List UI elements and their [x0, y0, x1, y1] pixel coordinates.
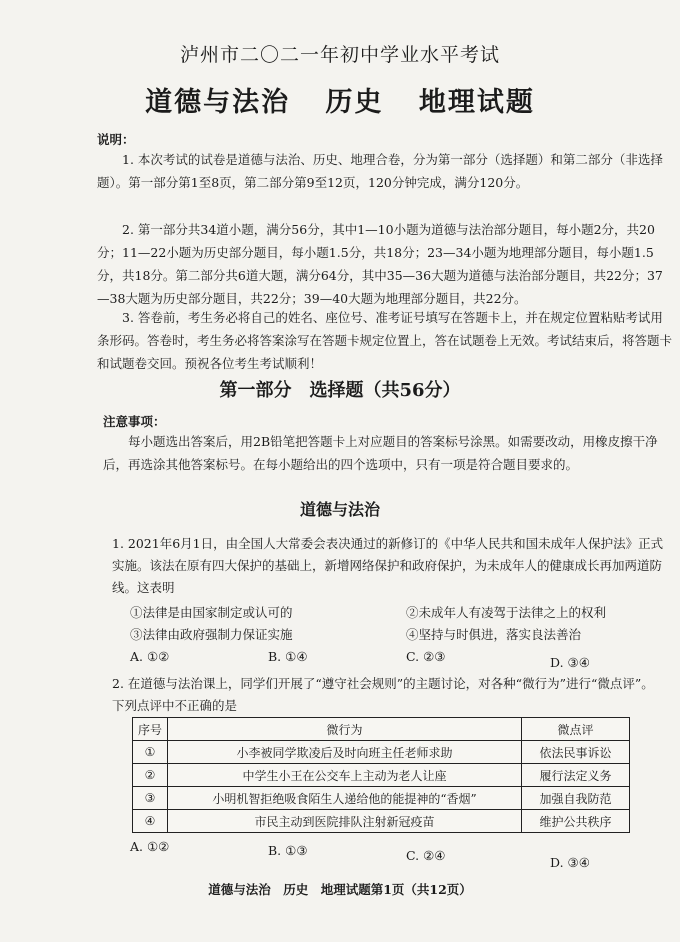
q1-statement: ①法律是由国家制定或认可的: [130, 605, 293, 620]
table-cell: 维护公共秩序: [522, 810, 630, 833]
exam-header: 泸州市二〇二一年初中学业水平考试: [179, 44, 500, 66]
table-cell: ②: [133, 764, 168, 787]
table-cell: 小李被同学欺凌后及时向班主任老师求助: [168, 741, 522, 764]
table-cell: 中学生小王在公交车上主动为老人让座: [168, 764, 522, 787]
table-cell: ①: [133, 741, 168, 764]
evaluation-table: [132, 717, 630, 833]
table-row: [133, 787, 630, 810]
subject-title: 地理试题: [418, 87, 535, 118]
q1-statement: ④坚持与时俱进，落实良法善治: [406, 627, 582, 642]
q2-choice: B. ①③: [268, 843, 308, 858]
notes-label: 注意事项：: [103, 414, 166, 429]
table-row: [133, 741, 630, 764]
table-cell: ④: [133, 810, 168, 833]
exam-title: [0, 80, 680, 119]
q1-choice: B. ①④: [268, 649, 308, 664]
instructions-label: 说明：: [97, 132, 135, 147]
table-cell: 依法民事诉讼: [522, 741, 630, 764]
notes-text: 每小题选出答案后，用2B铅笔把答题卡上对应题目的答案标号涂黑。如需要改动，用橡皮擦干净后，再选涂其他答案标号。在每小题给出的四个选项中，只有一项是符合题目要求的。: [103, 434, 658, 472]
part-title: 第一部分 选择题（共56分）: [219, 380, 461, 401]
subject-title: 道德与法治: [145, 87, 291, 118]
question-1-stem: 1. 2021年6月1日，由全国人大常委会表决通过的新修订的《中华人民共和国未成年人保护法》正式实施。该法在原有四大保护的基础上，新增网络保护和政府保护，为未成年人的健康成长再加两道防线。这表明: [112, 536, 664, 595]
instruction-item: 1. 本次考试的试卷是道德与法治、历史、地理合卷，分为第一部分（选择题）和第二部分（非选择题）。第一部分第1至8页，第二部分第9至12页，120分钟完成，满分120分。: [97, 152, 663, 190]
q2-choice: A. ①②: [130, 839, 170, 854]
question-2-stem: 2. 在道德与法治课上，同学们开展了“遵守社会规则”的主题讨论，对各种“微行为”进行“微点评”。下列点评中不正确的是: [112, 676, 654, 713]
table-header: 序号: [133, 718, 168, 741]
instruction-item: 2. 第一部分共34道小题，满分56分，其中1—10小题为道德与法治部分题目，每小题2分，共20分；11—22小题为历史部分题目，每小题1.5分，共18分；23—34小题为地理部分题目，每小题1.5分，共18分。第二部分共6道大题，满分64分，其中35—36大题为道德与法治部分题目，共22分；37—38大题为历史部分题目，共22分；39—40大题为地理部分题目，共22分。: [97, 222, 663, 306]
instruction-item: 3. 答卷前，考生务必将自己的姓名、座位号、准考证号填写在答题卡上，并在规定位置粘贴考试用条形码。答卷时，考生务必将答案涂写在答题卡规定位置上，答在试题卷上无效。考试结束后，将答题卡和试题卷交回。预祝各位考生考试顺利！: [97, 310, 673, 371]
table-cell: 加强自我防范: [522, 787, 630, 810]
q2-choice: D. ③④: [550, 855, 590, 870]
q1-choice: A. ①②: [130, 649, 170, 664]
table-row: [133, 764, 630, 787]
table-cell: 小明机智拒绝吸食陌生人递给他的能提神的“香烟”: [168, 787, 522, 810]
table-cell: 履行法定义务: [522, 764, 630, 787]
q1-choice: C. ②③: [406, 649, 446, 664]
q1-choice: D. ③④: [550, 655, 590, 670]
table-cell: ③: [133, 787, 168, 810]
table-header-row: [133, 718, 630, 741]
subject-title: 历史: [325, 87, 384, 118]
table-row: [133, 810, 630, 833]
page-footer: 道德与法治 历史 地理试题第1页（共12页）: [208, 882, 472, 897]
table-cell: 市民主动到医院排队注射新冠疫苗: [168, 810, 522, 833]
table-header: 微行为: [168, 718, 522, 741]
q1-statement: ③法律由政府强制力保证实施: [130, 627, 293, 642]
q1-statement: ②未成年人有凌驾于法律之上的权利: [406, 605, 607, 620]
q2-choice: C. ②④: [406, 848, 446, 863]
table-header: 微点评: [522, 718, 630, 741]
section-title: 道德与法治: [299, 500, 380, 519]
